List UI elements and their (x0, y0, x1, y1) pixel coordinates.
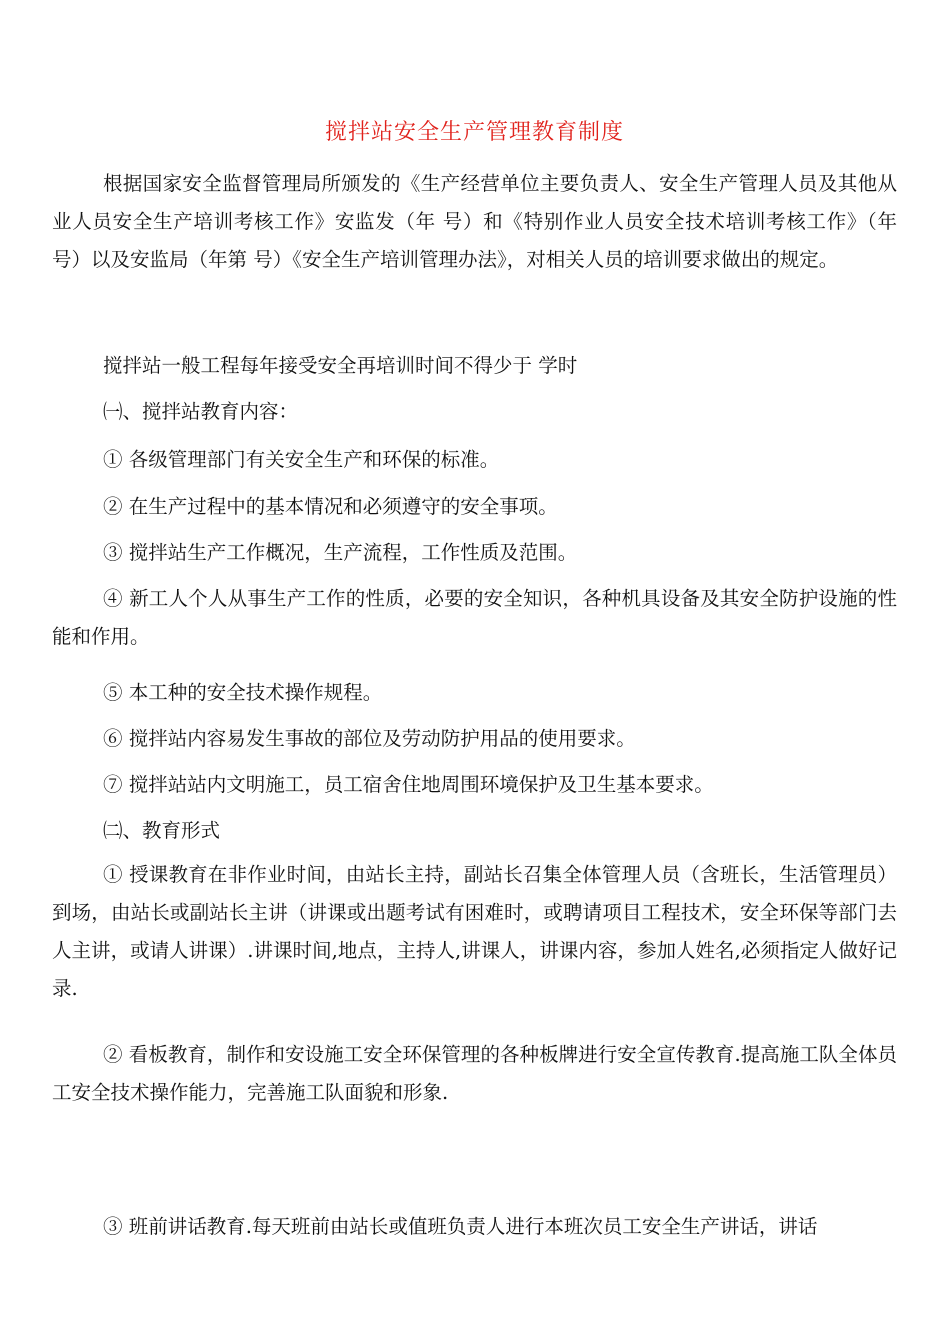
list-item: ④ 新工人个人从事生产工作的性质，必要的安全知识，各种机具设备及其安全防护设施的性能和作用。 (52, 587, 897, 648)
document-page (52, 0, 897, 1344)
list-item: ⑤ 本工种的安全技术操作规程。 (103, 681, 383, 704)
list-item: ③ 班前讲话教育.每天班前由站长或值班负责人进行本班次员工安全生产讲话，讲话 (103, 1215, 818, 1238)
section-heading-content: ㈠、搅拌站教育内容： (103, 400, 299, 423)
list-item: ⑦ 搅拌站站内文明施工，员工宿舍住地周围环境保护及卫生基本要求。 (103, 773, 714, 796)
paragraph-training-hours: 搅拌站一般工程每年接受安全再培训时间不得少于 学时 (103, 354, 578, 377)
list-item: ② 看板教育，制作和安设施工安全环保管理的各种板牌进行安全宣传教育.提高施工队全体员工安全技术操作能力，完善施工队面貌和形象. (52, 1043, 897, 1104)
list-item: ① 各级管理部门有关安全生产和环保的标准。 (103, 448, 500, 471)
list-item: ⑥ 搅拌站内容易发生事故的部位及劳动防护用品的使用要求。 (103, 727, 636, 750)
list-item: ② 在生产过程中的基本情况和必须遵守的安全事项。 (103, 495, 558, 518)
list-item: ③ 搅拌站生产工作概况，生产流程，工作性质及范围。 (103, 541, 578, 564)
paragraph-intro: 根据国家安全监督管理局所颁发的《生产经营单位主要负责人、安全生产管理人员及其他从业人员安全生产培训考核工作》安监发（年 号）和《特别作业人员安全技术培训考核工作》（年 号）以及安监局（年第 号）《安全生产培训管理办法》，对相关人员的培训要求做出的规定。 (52, 172, 897, 271)
document-title: 搅拌站安全生产管理教育制度 (324, 120, 624, 145)
list-item: ① 授课教育在非作业时间，由站长主持，副站长召集全体管理人员（含班长，生活管理员）到场，由站长或副站长主讲（讲课或出题考试有困难时，或聘请项目工程技术，安全环保等部门去人主讲，或请人讲课）.讲课时间,地点，主持人,讲课人，讲课内容，参加人姓名,必须指定人做好记录. (52, 863, 897, 1000)
section-heading-form: ㈡、教育形式 (103, 819, 221, 842)
